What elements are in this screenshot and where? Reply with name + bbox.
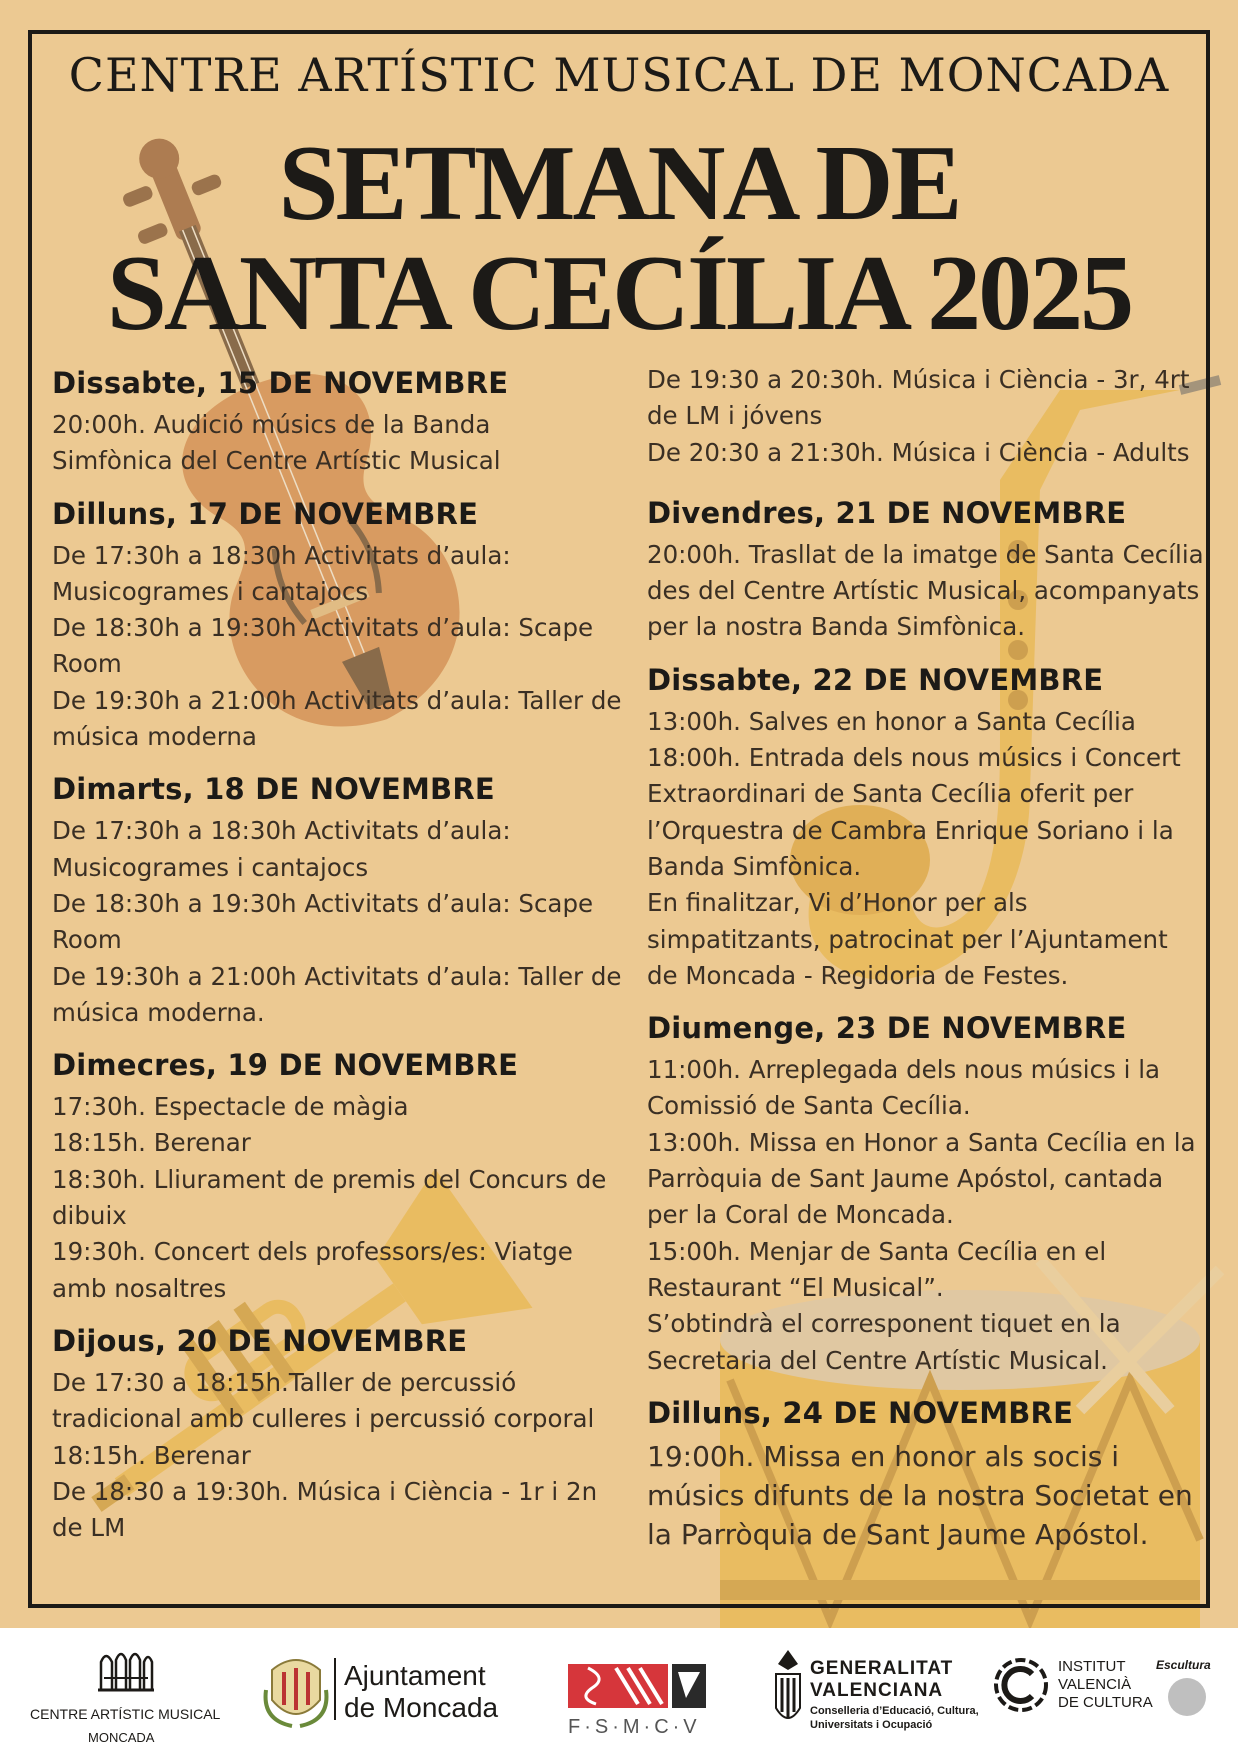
ivc-line3: DE CULTURA bbox=[1058, 1694, 1153, 1711]
schedule-day bbox=[52, 769, 622, 1031]
schedule-line: música moderna. bbox=[52, 997, 265, 1027]
schedule-day bbox=[647, 493, 1207, 646]
schedule-line: 18:00h. Entrada dels nous músics i Concert bbox=[647, 743, 1181, 773]
schedule-line: 20:00h. Trasllat de la imatge de Santa Cecília bbox=[647, 539, 1204, 569]
fsmcv-label: F·S·M·C·V bbox=[568, 1716, 701, 1738]
day-heading: Dimecres, 19 DE NOVEMBRE bbox=[52, 1048, 519, 1083]
schedule-line: De 18:30h a 19:30h Activitats d’aula: Scape bbox=[52, 613, 594, 643]
schedule-line: De 18:30h a 19:30h Activitats d’aula: Scape bbox=[52, 888, 594, 918]
schedule-line: Extraordinari de Santa Cecília oferit per bbox=[647, 779, 1134, 809]
schedule-line: Secretaria del Centre Artístic Musical. bbox=[647, 1345, 1108, 1375]
day-heading: Divendres, 21 DE NOVEMBRE bbox=[647, 495, 1127, 530]
schedule-line: De 17:30h a 18:30h Activitats d’aula: bbox=[52, 816, 511, 846]
schedule-line: S’obtindrà el corresponent tiquet en la bbox=[647, 1309, 1121, 1339]
schedule-line: 13:00h. Missa en Honor a Santa Cecília en la bbox=[647, 1127, 1196, 1157]
schedule-line: De 19:30h a 21:00h Activitats d’aula: Taller de bbox=[52, 961, 622, 991]
schedule-day bbox=[647, 1008, 1207, 1379]
schedule-line: músics difunts de la nostra Societat en bbox=[647, 1478, 1193, 1512]
schedule-day bbox=[52, 363, 622, 480]
schedule-line: la Parròquia de Sant Jaume Apóstol. bbox=[647, 1517, 1149, 1551]
divider bbox=[334, 1658, 336, 1720]
day-heading: Dijous, 20 DE NOVEMBRE bbox=[52, 1323, 468, 1358]
schedule-line: 13:00h. Salves en honor a Santa Cecília bbox=[647, 706, 1136, 736]
schedule-line: de Moncada - Regidoria de Festes. bbox=[647, 960, 1069, 990]
day-heading: Dimarts, 18 DE NOVEMBRE bbox=[52, 772, 495, 807]
schedule-line: l’Orquestra de Cambra Enrique Soriano i la bbox=[647, 815, 1174, 845]
schedule-line: 17:30h. Espectacle de màgia bbox=[52, 1092, 409, 1122]
schedule-line: 15:00h. Menjar de Santa Cecília en el bbox=[647, 1236, 1107, 1266]
schedule-line: Room bbox=[52, 649, 122, 679]
treble-clef-logo-icon bbox=[568, 1658, 708, 1710]
schedule-day bbox=[52, 494, 622, 756]
schedule-day-continued bbox=[647, 362, 1207, 471]
schedule-line: 18:15h. Berenar bbox=[52, 1440, 251, 1470]
day-heading: Diumenge, 23 DE NOVEMBRE bbox=[647, 1011, 1127, 1046]
schedule-line: per la nostra Banda Simfònica. bbox=[647, 612, 1026, 642]
schedule-line: Room bbox=[52, 925, 122, 955]
organization-name: CENTRE ARTÍSTIC MUSICAL DE MONCADA bbox=[68, 48, 1170, 102]
schedule-line: per la Coral de Moncada. bbox=[647, 1200, 954, 1230]
ivc-line2: VALENCIÀ bbox=[1058, 1676, 1132, 1693]
ivc-c-logo-icon bbox=[992, 1656, 1050, 1714]
schedule-line: Restaurant “El Musical”. bbox=[647, 1272, 944, 1302]
schedule-line: 18:15h. Berenar bbox=[52, 1128, 251, 1158]
schedule-day bbox=[647, 1393, 1207, 1554]
schedule-line: música moderna bbox=[52, 722, 257, 752]
ivc-line1: INSTITUT bbox=[1058, 1658, 1126, 1675]
day-heading: Dilluns, 24 DE NOVEMBRE bbox=[647, 1395, 1074, 1430]
schedule-line: Parròquia de Sant Jaume Apóstol, cantada bbox=[647, 1164, 1164, 1194]
day-heading: Dissabte, 22 DE NOVEMBRE bbox=[647, 662, 1104, 697]
escultura-badge bbox=[1168, 1678, 1206, 1716]
ajuntament-line2: de Moncada bbox=[344, 1692, 499, 1723]
schedule-line: En finalitzar, Vi d’Honor per als bbox=[647, 888, 1028, 918]
gva-shield-icon bbox=[770, 1648, 806, 1732]
schedule-line: des del Centre Artístic Musical, acompanyats bbox=[647, 576, 1200, 606]
schedule-line: Banda Simfònica. bbox=[647, 851, 862, 881]
gva-line3: Conselleria d’Educació, Cultura, bbox=[810, 1705, 979, 1717]
schedule-line: De 19:30h a 21:00h Activitats d’aula: Taller de bbox=[52, 685, 622, 715]
schedule-line: tradicional amb culleres i percussió corporal bbox=[52, 1404, 595, 1434]
schedule-day bbox=[52, 1321, 622, 1546]
schedule-line: De 17:30h a 18:30h Activitats d’aula: bbox=[52, 540, 511, 570]
schedule-line: De 19:30 a 20:30h. Música i Ciència - 3r, 4rt bbox=[647, 365, 1190, 394]
gva-line1: GENERALITAT bbox=[810, 1658, 954, 1679]
day-heading: Dilluns, 17 DE NOVEMBRE bbox=[52, 496, 479, 531]
gva-line4: Universitats i Ocupació bbox=[810, 1719, 933, 1731]
violin-heritage-logo-icon bbox=[96, 1640, 156, 1692]
schedule-line: dibuix bbox=[52, 1201, 127, 1231]
schedule-line: 20:00h. Audició músics de la Banda bbox=[52, 410, 491, 439]
schedule-line: 19:00h. Missa en honor als socis i bbox=[647, 1439, 1120, 1473]
schedule-line: Musicogrames i cantajocs bbox=[52, 576, 369, 606]
schedule-day bbox=[647, 660, 1207, 994]
schedule-line: Musicogrames i cantajocs bbox=[52, 852, 369, 882]
event-title-line2: SANTA CECÍLIA 2025 bbox=[106, 234, 1132, 353]
ajuntament-line1: Ajuntament bbox=[344, 1660, 486, 1691]
cam-logo-line2: MONCADA bbox=[88, 1730, 155, 1745]
schedule-line: 18:30h. Lliurament de premis del Concurs de bbox=[52, 1164, 607, 1194]
sponsors-footer bbox=[0, 1628, 1238, 1750]
schedule-line: de LM bbox=[52, 1513, 126, 1543]
day-heading: Dissabte, 15 DE NOVEMBRE bbox=[52, 366, 509, 400]
schedule-line: Simfònica del Centre Artístic Musical bbox=[52, 446, 501, 476]
schedule-line: simpatitzants, patrocinat per l’Ajuntament bbox=[647, 924, 1168, 954]
escultura-label: Escultura bbox=[1156, 1658, 1211, 1672]
schedule-day bbox=[52, 1045, 622, 1307]
schedule-line: amb nosaltres bbox=[52, 1273, 227, 1303]
cam-logo-line1: CENTRE ARTÍSTIC MUSICAL bbox=[30, 1706, 221, 1722]
gva-line2: VALENCIANA bbox=[810, 1680, 944, 1701]
schedule-line: De 18:30 a 19:30h. Música i Ciència - 1r i 2n bbox=[52, 1476, 598, 1506]
schedule-line: de LM i jóvens bbox=[647, 401, 823, 431]
schedule-line: De 20:30 a 21:30h. Música i Ciència - Adults bbox=[647, 437, 1190, 467]
event-title-line1: SETMANA DE bbox=[278, 124, 960, 243]
schedule-line: Comissió de Santa Cecília. bbox=[647, 1091, 971, 1121]
coat-of-arms-icon bbox=[262, 1650, 330, 1728]
schedule-line: 19:30h. Concert dels professors/es: Viatge bbox=[52, 1237, 573, 1267]
schedule-line: 11:00h. Arreplegada dels nous músics i la bbox=[647, 1055, 1161, 1085]
schedule-line: De 17:30 a 18:15h.Taller de percussió bbox=[52, 1367, 517, 1397]
schedule-left-column bbox=[52, 363, 622, 1560]
schedule-right-column bbox=[647, 362, 1207, 1568]
